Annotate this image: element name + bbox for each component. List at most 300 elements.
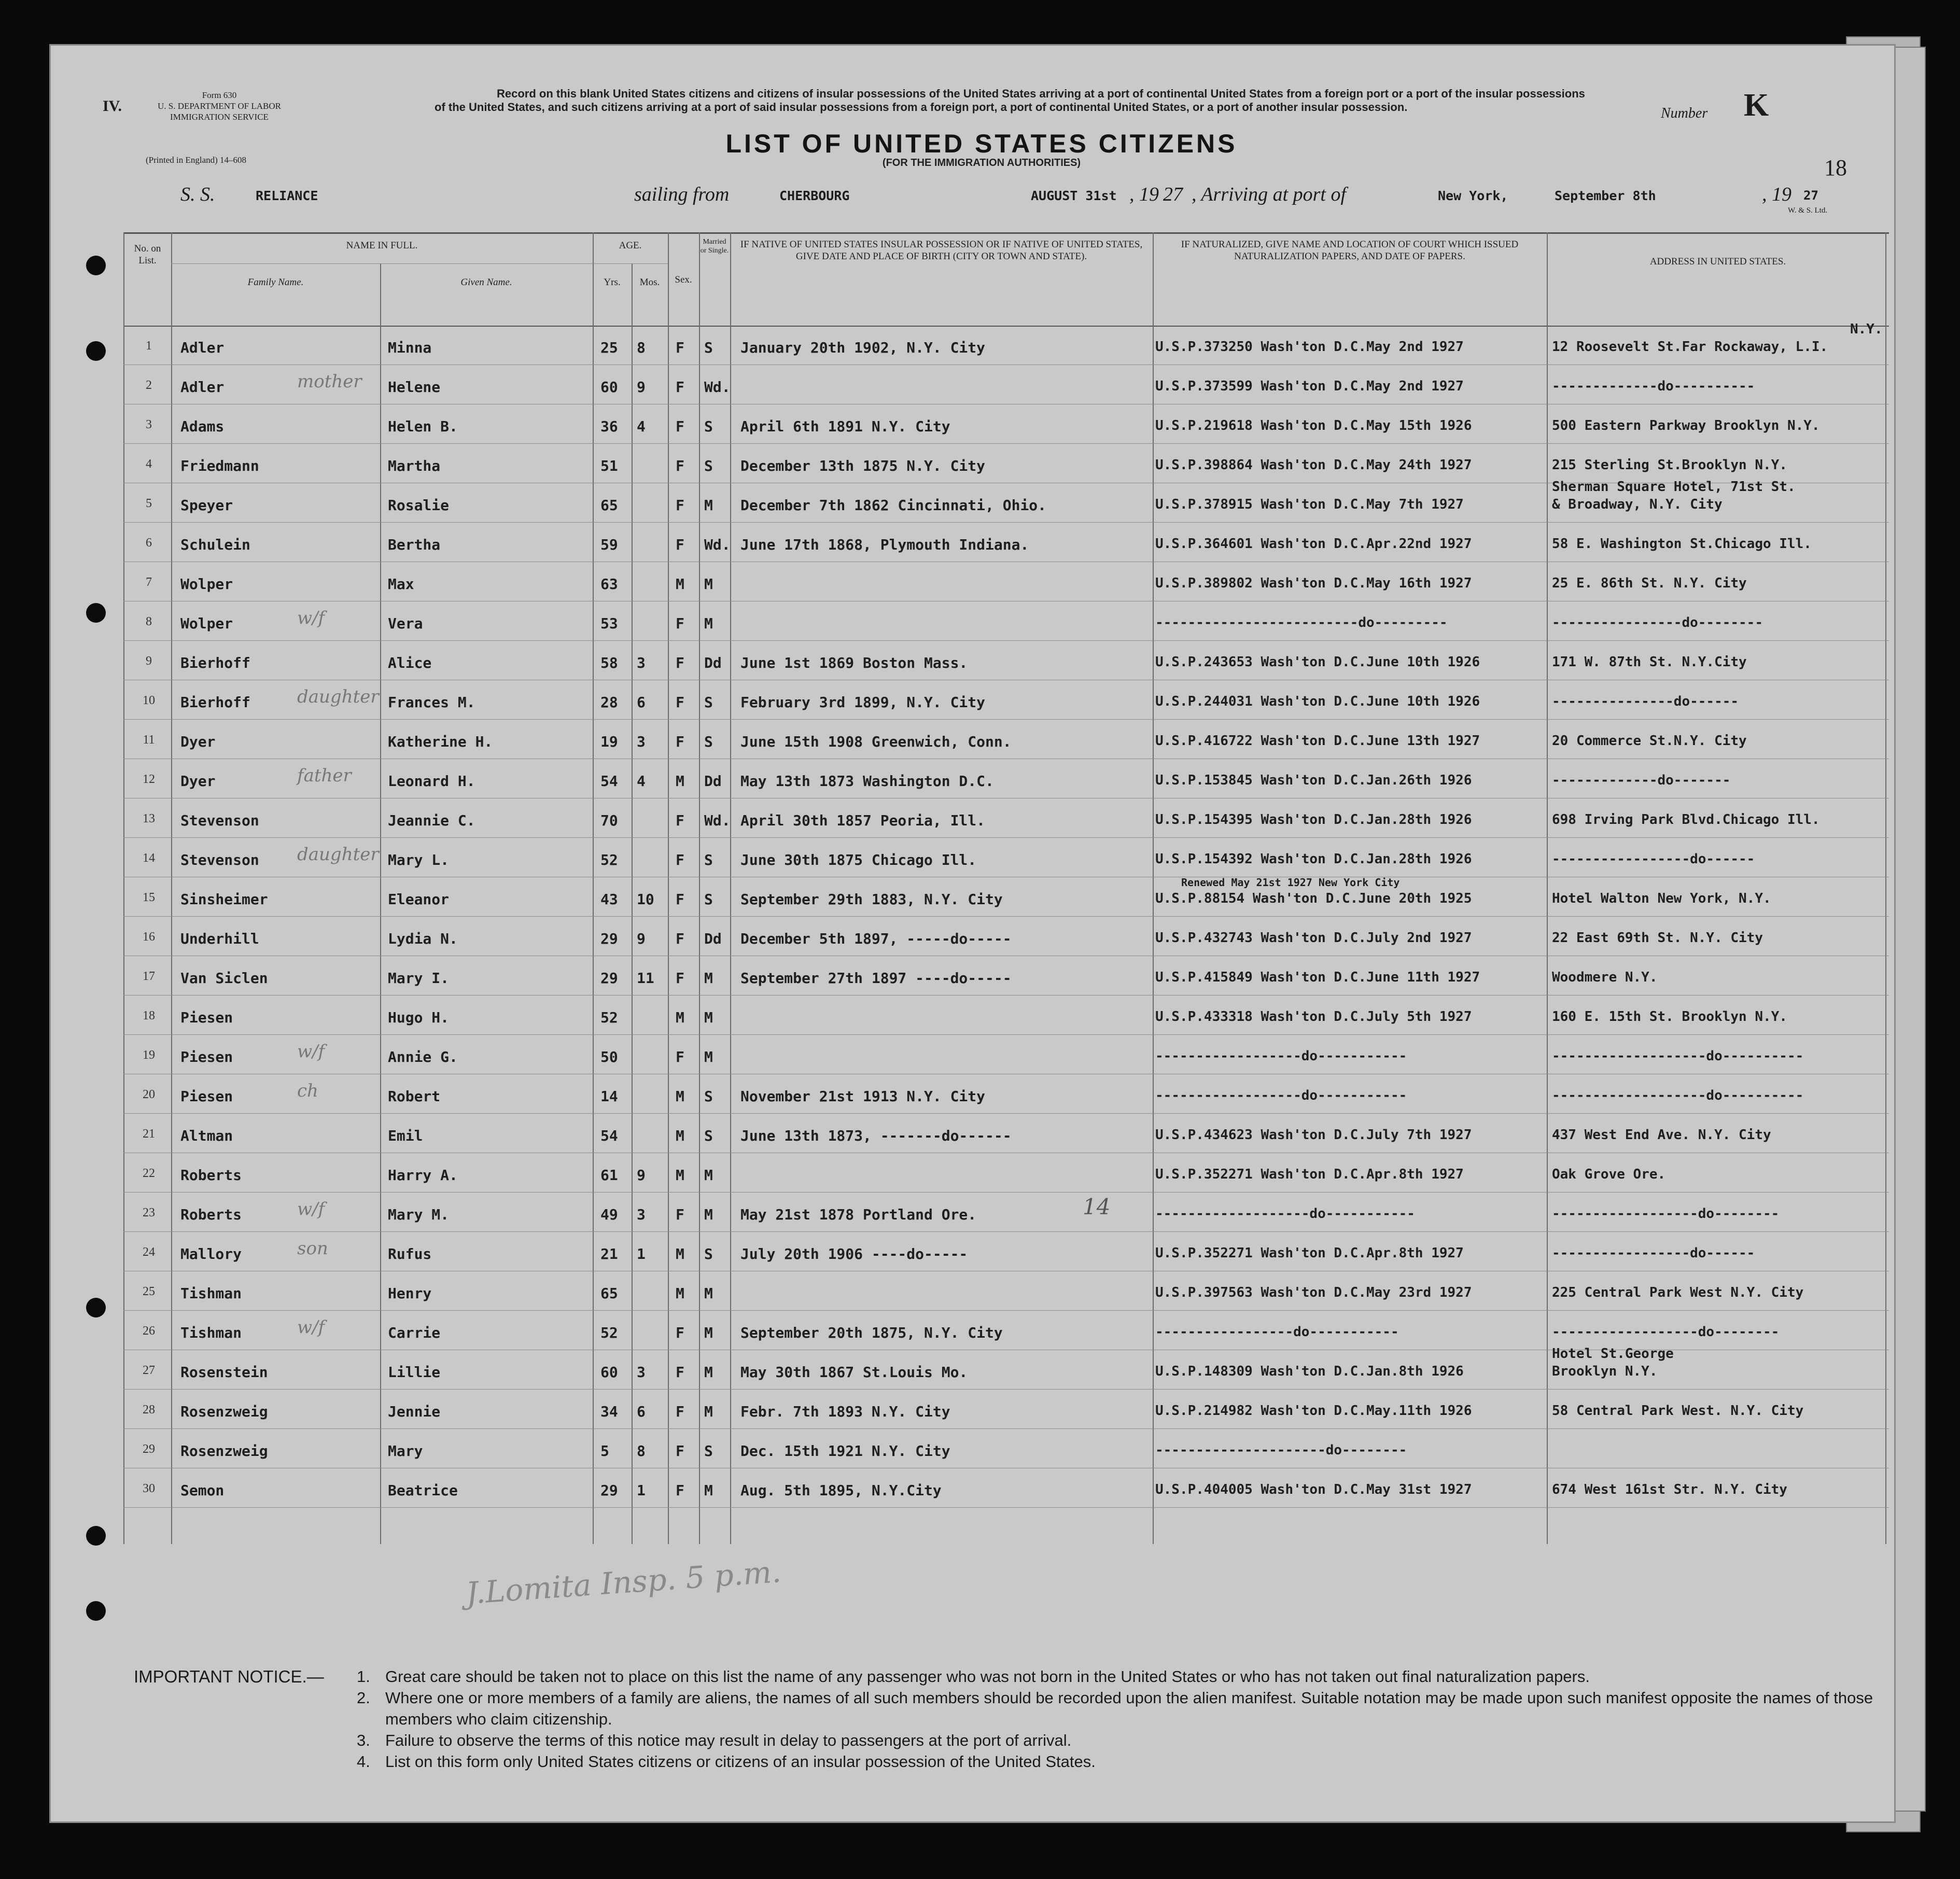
age-years: 60 — [600, 378, 618, 396]
table-row — [123, 365, 1889, 404]
table-row — [123, 1232, 1889, 1271]
table-row — [123, 1153, 1889, 1193]
birth-details: Dec. 15th 1921 N.Y. City — [740, 1442, 950, 1460]
us-address: 160 E. 15th St. Brooklyn N.Y. — [1552, 1009, 1787, 1025]
given-name: Emil — [388, 1127, 423, 1144]
birth-details: Aug. 5th 1895, N.Y.City — [740, 1482, 942, 1499]
form-printed-note: (Printed in England) 14–608 — [145, 155, 247, 165]
age-years: 28 — [600, 694, 618, 711]
marital-status: M — [704, 1048, 713, 1065]
age-years: 49 — [600, 1206, 618, 1223]
marital-status: M — [704, 1403, 713, 1420]
age-months: 1 — [637, 1245, 646, 1263]
us-address: Woodmere N.Y. — [1552, 970, 1658, 985]
marital-status: S — [704, 694, 713, 711]
col-header-married: Married or Single. — [700, 238, 729, 255]
sex: F — [676, 418, 684, 435]
naturalization-details: U.S.P.373599 Wash'ton D.C.May 2nd 1927 — [1155, 378, 1464, 394]
family-name: Mallory — [180, 1245, 242, 1263]
naturalization-details: ------------------do----------- — [1155, 1048, 1407, 1064]
handwritten-relation-note: w/f — [297, 608, 325, 628]
age-months: 8 — [637, 339, 646, 356]
marital-status: S — [704, 457, 713, 474]
family-name: Wolper — [180, 576, 233, 593]
age-years: 34 — [600, 1403, 618, 1420]
marital-status: Wd. — [704, 378, 731, 396]
ss-label: S. S. — [180, 184, 215, 205]
handwritten-relation-note: w/f — [297, 1317, 325, 1338]
handwritten-relation-note: ch — [297, 1081, 318, 1101]
naturalization-details: U.S.P.219618 Wash'ton D.C.May 15th 1926 — [1155, 418, 1472, 433]
us-address: 215 Sterling St.Brooklyn N.Y. — [1552, 457, 1787, 473]
family-name: Friedmann — [180, 457, 259, 474]
family-name: Roberts — [180, 1206, 242, 1223]
sex: F — [676, 339, 684, 356]
family-name: Bierhoff — [180, 694, 250, 711]
table-row — [123, 601, 1889, 641]
age-years: 54 — [600, 1127, 618, 1144]
naturalization-details: U.S.P.214982 Wash'ton D.C.May.11th 1926 — [1155, 1403, 1472, 1419]
given-name: Frances M. — [388, 694, 475, 711]
sex: M — [676, 576, 684, 593]
birth-details: June 1st 1869 Boston Mass. — [740, 654, 968, 671]
us-address: 500 Eastern Parkway Brooklyn N.Y. — [1552, 418, 1820, 433]
sex: M — [676, 1245, 684, 1263]
naturalization-details: U.S.P.244031 Wash'ton D.C.June 10th 1926 — [1155, 694, 1480, 709]
birth-details: September 29th 1883, N.Y. City — [740, 891, 1003, 908]
us-address: Hotel Walton New York, N.Y. — [1552, 891, 1771, 906]
margin-tally-mark: 14 — [1083, 1194, 1111, 1219]
handwritten-relation-note: father — [297, 765, 352, 786]
birth-details: Febr. 7th 1893 N.Y. City — [740, 1403, 950, 1420]
birth-details: June 13th 1873, -------do------ — [740, 1127, 1012, 1144]
birth-details: September 20th 1875, N.Y. City — [740, 1324, 1003, 1341]
age-years: 5 — [600, 1442, 609, 1460]
naturalization-details: U.S.P.364601 Wash'ton D.C.Apr.22nd 1927 — [1155, 536, 1472, 552]
notice-item: 1. Great care should be taken not to place on this list the name of any passenger who was not born in the United States or who has not taken out final naturalization papers. — [357, 1667, 1590, 1686]
number-value: K — [1744, 88, 1769, 123]
given-name: Eleanor — [388, 891, 450, 908]
family-name: Rosenzweig — [180, 1403, 268, 1420]
given-name: Leonard H. — [388, 773, 475, 790]
family-name: Van Siclen — [180, 970, 268, 987]
col-header-family: Family Name. — [247, 277, 304, 288]
sex: F — [676, 497, 684, 514]
us-address: & Broadway, N.Y. City — [1552, 497, 1723, 512]
given-name: Martha — [388, 457, 441, 474]
us-address: 22 East 69th St. N.Y. City — [1552, 930, 1763, 946]
row-number: 8 — [146, 615, 152, 628]
sex: M — [676, 1009, 684, 1026]
marital-status: M — [704, 1324, 713, 1341]
table-row — [123, 1390, 1889, 1429]
naturalization-details: U.S.P.415849 Wash'ton D.C.June 11th 1927 — [1155, 970, 1480, 985]
handwritten-relation-note: son — [297, 1238, 328, 1259]
birth-details: April 30th 1857 Peoria, Ill. — [740, 812, 986, 829]
us-address: -------------do------- — [1552, 773, 1731, 788]
age-months: 3 — [637, 733, 646, 750]
family-name: Roberts — [180, 1167, 242, 1184]
manifest-table — [123, 232, 1889, 1544]
age-years: 53 — [600, 615, 618, 632]
given-name: Carrie — [388, 1324, 441, 1341]
age-months: 1 — [637, 1482, 646, 1499]
us-address: -----------------do------ — [1552, 851, 1755, 867]
row-number: 17 — [143, 970, 155, 983]
row-number: 22 — [143, 1167, 155, 1180]
naturalization-details: U.S.P.398864 Wash'ton D.C.May 24th 1927 — [1155, 457, 1472, 473]
row-number: 15 — [143, 891, 155, 904]
marital-status: S — [704, 339, 713, 356]
table-row — [123, 404, 1889, 444]
family-name: Tishman — [180, 1324, 242, 1341]
age-years: 70 — [600, 812, 618, 829]
age-years: 52 — [600, 1009, 618, 1026]
naturalization-details: ---------------------do-------- — [1155, 1442, 1407, 1458]
inspector-signature: J.Lomita Insp. 5 p.m. — [465, 1553, 782, 1611]
notice-item: 4. List on this form only United States citizens or citizens of an insular possession of the United States. — [357, 1752, 1096, 1771]
row-number: 2 — [146, 378, 152, 392]
col-header-given: Given Name. — [460, 277, 512, 288]
table-row — [123, 1311, 1889, 1350]
notice-item: 2. Where one or more members of a family are aliens, the names of all such members should be recorded upon the alien manifest. Suitable notation may be made upon such manifest opposite the names of those members who claim citizenship. — [357, 1689, 1873, 1728]
sailing-label: sailing from — [634, 184, 730, 205]
naturalization-details: U.S.P.434623 Wash'ton D.C.July 7th 1927 — [1155, 1127, 1472, 1143]
naturalization-details: U.S.P.433318 Wash'ton D.C.July 5th 1927 — [1155, 1009, 1472, 1025]
sex: F — [676, 1442, 684, 1460]
family-name: Altman — [180, 1127, 233, 1144]
us-address: Brooklyn N.Y. — [1552, 1364, 1658, 1379]
table-row — [123, 523, 1889, 562]
naturalization-details: U.S.P.154392 Wash'ton D.C.Jan.28th 1926 — [1155, 851, 1472, 867]
marital-status: S — [704, 1442, 713, 1460]
age-years: 65 — [600, 497, 618, 514]
marital-status: Wd. — [704, 536, 731, 553]
sex: F — [676, 851, 684, 868]
row-number: 28 — [143, 1403, 155, 1417]
us-address: 674 West 161st Str. N.Y. City — [1552, 1482, 1787, 1497]
sex: F — [676, 970, 684, 987]
row-number: 29 — [143, 1442, 155, 1456]
row-number: 19 — [143, 1048, 155, 1062]
family-name: Dyer — [180, 773, 216, 790]
given-name: Mary — [388, 1442, 423, 1460]
row-number: 9 — [146, 654, 152, 668]
naturalization-details: U.S.P.389802 Wash'ton D.C.May 16th 1927 — [1155, 576, 1472, 591]
arrival-year: 27 — [1803, 188, 1818, 203]
family-name: Dyer — [180, 733, 216, 750]
row-number: 16 — [143, 930, 155, 944]
age-years: 43 — [600, 891, 618, 908]
given-name: Mary L. — [388, 851, 450, 868]
family-name: Rosenstein — [180, 1364, 268, 1381]
printer-mark: W. & S. Ltd. — [1788, 206, 1828, 215]
table-row — [123, 321, 1889, 365]
family-name: Bierhoff — [180, 654, 250, 671]
age-months: 4 — [637, 773, 646, 790]
sex: F — [676, 1403, 684, 1420]
birth-details: September 27th 1897 ----do----- — [740, 970, 1012, 987]
row-number: 14 — [143, 851, 155, 865]
given-name: Bertha — [388, 536, 441, 553]
birth-details: April 6th 1891 N.Y. City — [740, 418, 950, 435]
page-title: LIST OF UNITED STATES CITIZENS — [725, 129, 1238, 158]
col-header-sex: Sex. — [675, 274, 692, 285]
age-years: 29 — [600, 970, 618, 987]
manifest-rows — [123, 321, 1889, 1518]
table-row — [123, 759, 1889, 798]
us-address-line-above: Sherman Square Hotel, 71st St. — [1552, 479, 1796, 495]
naturalization-details: U.S.P.397563 Wash'ton D.C.May 23rd 1927 — [1155, 1285, 1472, 1300]
naturalization-details: U.S.P.153845 Wash'ton D.C.Jan.26th 1926 — [1155, 773, 1472, 788]
age-years: 19 — [600, 733, 618, 750]
sex: M — [676, 773, 684, 790]
family-name: Tishman — [180, 1285, 242, 1302]
year2-prefix: , 19 — [1762, 184, 1791, 205]
us-address: 437 West End Ave. N.Y. City — [1552, 1127, 1771, 1143]
given-name: Helen B. — [388, 418, 458, 435]
naturalization-details: U.S.P.243653 Wash'ton D.C.June 10th 1926 — [1155, 654, 1480, 670]
page-subtitle: (FOR THE IMMIGRATION AUTHORITIES) — [882, 157, 1081, 169]
marital-status: M — [704, 1206, 713, 1223]
age-years: 52 — [600, 851, 618, 868]
handwritten-relation-note: daughter — [297, 844, 379, 865]
birth-details: June 15th 1908 Greenwich, Conn. — [740, 733, 1012, 750]
marital-status: M — [704, 497, 713, 514]
birth-details: December 13th 1875 N.Y. City — [740, 457, 986, 474]
given-name: Hugo H. — [388, 1009, 450, 1026]
age-years: 59 — [600, 536, 618, 553]
age-months: 9 — [637, 930, 646, 947]
given-name: Katherine H. — [388, 733, 493, 750]
sex: F — [676, 457, 684, 474]
us-address: 12 Roosevelt St.Far Rockaway, L.I. — [1552, 339, 1828, 355]
sex: F — [676, 1482, 684, 1499]
sex: F — [676, 1048, 684, 1065]
naturalization-details: U.S.P.373250 Wash'ton D.C.May 2nd 1927 — [1155, 339, 1464, 355]
family-name: Adler — [180, 339, 225, 356]
birth-details: January 20th 1902, N.Y. City — [740, 339, 986, 356]
given-name: Jeannie C. — [388, 812, 475, 829]
us-address: ----------------do-------- — [1552, 615, 1763, 630]
punch-hole — [86, 256, 106, 275]
notice-item: 3. Failure to observe the terms of this notice may result in delay to passengers at the port of arrival. — [357, 1731, 1072, 1749]
age-years: 29 — [600, 930, 618, 947]
row-number: 12 — [143, 773, 155, 786]
birth-details: May 13th 1873 Washington D.C. — [740, 773, 994, 790]
manifest-sheet — [49, 44, 1896, 1823]
row-number: 6 — [146, 536, 152, 550]
given-name: Robert — [388, 1088, 441, 1105]
us-address: -------------------do---------- — [1552, 1048, 1804, 1064]
us-address: -------------do---------- — [1552, 378, 1755, 394]
given-name: Mary I. — [388, 970, 450, 987]
age-years: 61 — [600, 1167, 618, 1184]
naturalization-details: -------------------------do--------- — [1155, 615, 1448, 630]
arrival-date: September 8th — [1555, 188, 1656, 203]
family-name: Stevenson — [180, 812, 259, 829]
row-number: 24 — [143, 1245, 155, 1259]
table-row — [123, 1468, 1889, 1508]
sex: F — [676, 536, 684, 553]
given-name: Jennie — [388, 1403, 441, 1420]
handwritten-relation-note: w/f — [297, 1041, 325, 1062]
given-name: Harry A. — [388, 1167, 458, 1184]
given-name: Max — [388, 576, 414, 593]
us-address-line-above: Hotel St.George — [1552, 1346, 1674, 1362]
marital-status: S — [704, 733, 713, 750]
ship-name: RELIANCE — [256, 188, 318, 203]
sex: F — [676, 1324, 684, 1341]
notice-label: IMPORTANT NOTICE.— — [134, 1667, 324, 1686]
given-name: Mary M. — [388, 1206, 450, 1223]
form-department: U. S. DEPARTMENT OF LABOR — [158, 101, 281, 111]
col-header-mos: Mos. — [639, 277, 660, 288]
marital-status: Dd — [704, 654, 722, 671]
handwritten-relation-note: daughter — [297, 686, 379, 707]
given-name: Rufus — [388, 1245, 432, 1263]
sex: M — [676, 1088, 684, 1105]
row-number: 3 — [146, 418, 152, 431]
form-roman-numeral: IV. — [103, 97, 122, 115]
sex: F — [676, 930, 684, 947]
row-number: 7 — [146, 576, 152, 589]
row-number: 4 — [146, 457, 152, 471]
row-number: 25 — [143, 1285, 155, 1298]
age-months: 4 — [637, 418, 646, 435]
row-number: 11 — [143, 733, 155, 747]
sex: F — [676, 733, 684, 750]
naturalization-renewal-note: Renewed May 21st 1927 New York City — [1181, 876, 1400, 889]
table-row — [123, 995, 1889, 1035]
departure-year: 27 — [1163, 184, 1183, 205]
row-number: 27 — [143, 1364, 155, 1377]
age-years: 63 — [600, 576, 618, 593]
birth-details: July 20th 1906 ----do----- — [740, 1245, 968, 1263]
punch-hole — [86, 341, 106, 361]
table-row — [123, 1429, 1889, 1468]
punch-hole — [86, 1298, 106, 1317]
arrival-port: New York, — [1438, 188, 1508, 203]
row-number: 26 — [143, 1324, 155, 1338]
sex: F — [676, 812, 684, 829]
age-years: 36 — [600, 418, 618, 435]
punch-hole — [86, 1601, 106, 1621]
punch-hole — [86, 603, 106, 623]
table-row — [123, 444, 1889, 483]
row-number: 13 — [143, 812, 155, 825]
age-months: 3 — [637, 1206, 646, 1223]
col-header-no: No. on List. — [134, 243, 161, 266]
year-prefix: , 19 — [1129, 184, 1159, 205]
family-name: Adams — [180, 418, 225, 435]
us-address: ---------------do------ — [1552, 694, 1739, 709]
row-number: 18 — [143, 1009, 155, 1022]
birth-details: November 21st 1913 N.Y. City — [740, 1088, 986, 1105]
marital-status: M — [704, 1364, 713, 1381]
age-years: 54 — [600, 773, 618, 790]
sex: F — [676, 891, 684, 908]
sex: M — [676, 1127, 684, 1144]
sex: M — [676, 1285, 684, 1302]
age-months: 10 — [637, 891, 654, 908]
col-header-yrs: Yrs. — [604, 277, 621, 288]
age-years: 60 — [600, 1364, 618, 1381]
us-address-line-above: N.Y. — [1850, 321, 1883, 337]
age-years: 52 — [600, 1324, 618, 1341]
us-address: 58 Central Park West. N.Y. City — [1552, 1403, 1804, 1419]
family-name: Speyer — [180, 497, 233, 514]
naturalization-details: U.S.P.154395 Wash'ton D.C.Jan.28th 1926 — [1155, 812, 1472, 828]
notice-items — [357, 1666, 1886, 1772]
naturalization-details: U.S.P.148309 Wash'ton D.C.Jan.8th 1926 — [1155, 1364, 1464, 1379]
naturalization-details: ------------------do----------- — [1155, 1088, 1407, 1103]
marital-status: Dd — [704, 773, 722, 790]
sex: F — [676, 1206, 684, 1223]
handwritten-relation-note: mother — [297, 371, 362, 392]
given-name: Rosalie — [388, 497, 450, 514]
us-address: 25 E. 86th St. N.Y. City — [1552, 576, 1747, 591]
family-name: Stevenson — [180, 851, 259, 868]
row-number: 23 — [143, 1206, 155, 1219]
row-number: 10 — [143, 694, 155, 707]
age-years: 25 — [600, 339, 618, 356]
table-row — [123, 479, 1889, 523]
table-row — [123, 877, 1889, 917]
family-name: Underhill — [180, 930, 259, 947]
row-number: 1 — [146, 339, 152, 353]
naturalization-details: U.S.P.404005 Wash'ton D.C.May 31st 1927 — [1155, 1482, 1472, 1497]
family-name: Adler — [180, 378, 225, 396]
age-years: 51 — [600, 457, 618, 474]
voyage-line — [180, 183, 1892, 214]
birth-details: December 7th 1862 Cincinnati, Ohio. — [740, 497, 1047, 514]
given-name: Lillie — [388, 1364, 441, 1381]
form-instructions: Record on this blank United States citizens and citizens of insular possessions of the United States arriving at a port of continental United States from a foreign port or a port of the insular possessions of the United States, and such citizens arriving at a port of said insular possessions from a foreign port, a port of continental United States, or a port of another insular possession. — [435, 87, 1585, 114]
col-header-address: ADDRESS IN UNITED STATES. — [1649, 256, 1786, 267]
row-number: 21 — [143, 1127, 155, 1141]
age-years: 14 — [600, 1088, 618, 1105]
table-row — [123, 1193, 1889, 1232]
sex: M — [676, 1167, 684, 1184]
marital-status: S — [704, 891, 713, 908]
age-months: 9 — [637, 378, 646, 396]
age-months: 8 — [637, 1442, 646, 1460]
marital-status: M — [704, 615, 713, 632]
sex: F — [676, 694, 684, 711]
given-name: Lydia N. — [388, 930, 458, 947]
sex: F — [676, 1364, 684, 1381]
marital-status: Dd — [704, 930, 722, 947]
birth-details: May 30th 1867 St.Louis Mo. — [740, 1364, 968, 1381]
form-number: Form 630 — [202, 90, 237, 100]
departure-port: CHERBOURG — [779, 188, 850, 203]
age-months: 3 — [637, 1364, 646, 1381]
age-months: 3 — [637, 654, 646, 671]
age-years: 50 — [600, 1048, 618, 1065]
us-address: -------------------do---------- — [1552, 1088, 1804, 1103]
marital-status: M — [704, 1009, 713, 1026]
birth-details: February 3rd 1899, N.Y. City — [740, 694, 986, 711]
age-subheader-rule — [593, 263, 668, 264]
marital-status: M — [704, 1167, 713, 1184]
table-row — [123, 838, 1889, 877]
handwritten-relation-note: w/f — [297, 1199, 325, 1219]
us-address: 20 Commerce St.N.Y. City — [1552, 733, 1747, 749]
age-years: 29 — [600, 1482, 618, 1499]
age-months: 11 — [637, 970, 654, 987]
us-address: 698 Irving Park Blvd.Chicago Ill. — [1552, 812, 1820, 828]
